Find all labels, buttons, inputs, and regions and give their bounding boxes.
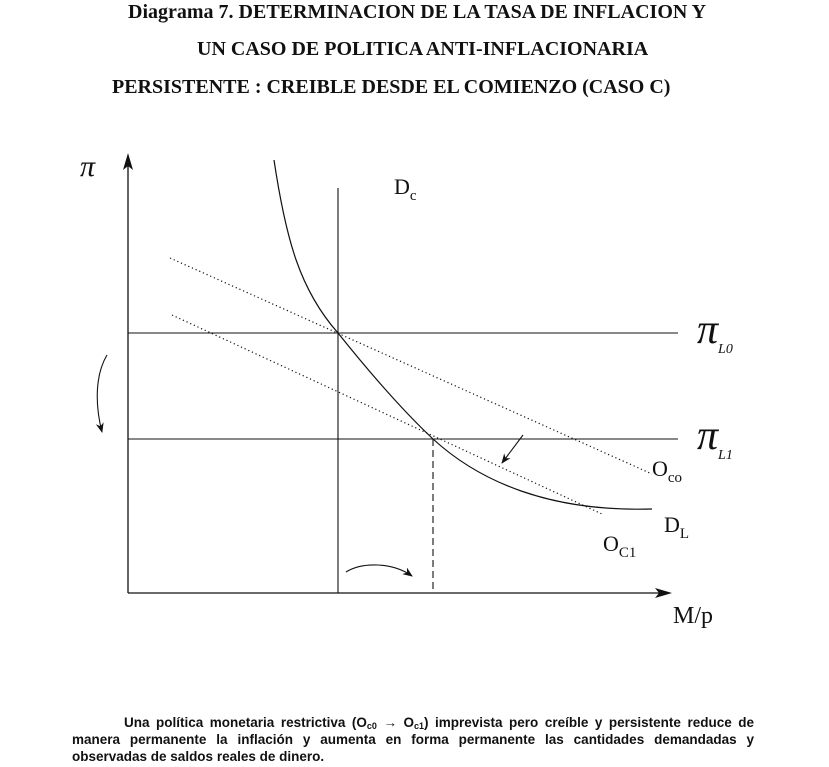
- diagram-title-line-1: Diagrama 7. DETERMINACION DE LA TASA DE INFLACION Y: [128, 1, 707, 23]
- diagram-title-line-3: PERSISTENTE : CREIBLE DESDE EL COMIENZO (CASO C): [112, 76, 671, 98]
- inflation-fall-arrow: [97, 355, 107, 432]
- pi-l0-label: $\pi_{L0}$: [697, 307, 733, 357]
- oco-label: $O_{co}$: [652, 456, 683, 486]
- x-axis-label: M/p: [673, 603, 714, 629]
- diagram-title-line-2: UN CASO DE POLITICA ANTI-INFLACIONARIA: [197, 38, 649, 60]
- dc-label: $D_c$: [394, 174, 417, 204]
- y-axis-label: π: [80, 150, 96, 183]
- dl-demand-curve: [274, 160, 652, 509]
- oco-supply-line: [170, 258, 652, 474]
- oc1-label: $O_{C1}$: [603, 531, 637, 561]
- diagram-caption: Una política monetaria restrictiva $(O_{c0} \to O_{c1})$ imprevista pero creíble y persistente reduce de manera permanente la inflación y aumenta en forma permanente las cantidades demandadas y observadas de saldos reales de dinero.: [72, 715, 754, 764]
- money-increase-arrow: [346, 565, 412, 576]
- pi-l1-label: $\pi_{L1}$: [697, 413, 733, 463]
- oc1-supply-line: [172, 315, 602, 514]
- dl-label: $D_L$: [664, 512, 690, 542]
